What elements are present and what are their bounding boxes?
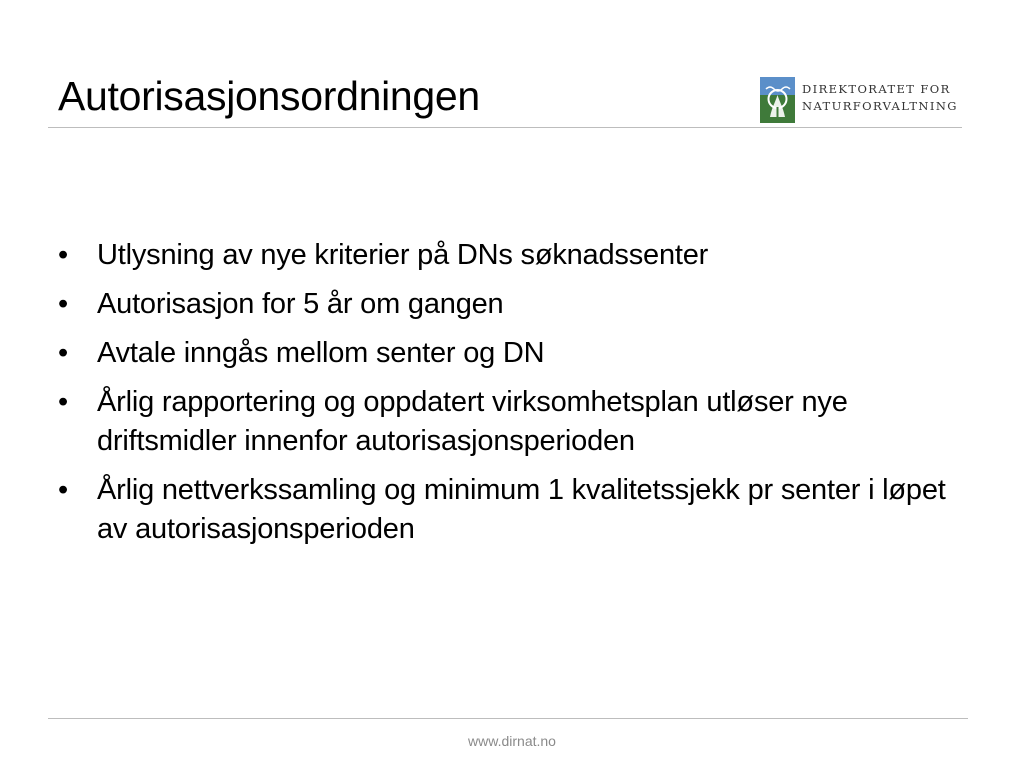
title-divider [48, 127, 962, 128]
bullet-marker: • [58, 386, 68, 418]
bullet-text: Utlysning av nye kriterier på DNs søknadssenter [97, 239, 709, 271]
bullet-item [58, 471, 958, 549]
bullet-item [58, 236, 958, 275]
footer-url: www.dirnat.no [468, 733, 556, 749]
bullet-item [58, 383, 958, 461]
slide-title: Autorisasjonsordningen [58, 73, 480, 119]
footer-divider [48, 718, 968, 719]
bullet-text: Avtale inngås mellom senter og DN [97, 337, 545, 369]
bullet-text: Autorisasjon for 5 år om gangen [97, 288, 504, 320]
dn-logo-text [802, 81, 958, 115]
bullet-marker: • [58, 288, 68, 320]
dn-logo-line1: DIREKTORATET FOR [802, 82, 951, 96]
dn-logo-line2: NATURFORVALTNING [802, 99, 958, 113]
bullet-text: Årlig nettverkssamling og minimum 1 kvalitetssjekk pr senter i løpet av autorisasjonsperioden [97, 474, 946, 545]
bullet-marker: • [58, 239, 68, 271]
bullet-item [58, 285, 958, 324]
bullet-marker: • [58, 474, 68, 506]
bullet-text: Årlig rapportering og oppdatert virksomhetsplan utløser nye driftsmidler innenfor autorisasjonsperioden [97, 386, 848, 457]
bullet-item [58, 334, 958, 373]
dn-logo-mark-icon [760, 77, 795, 123]
bullet-list [58, 236, 958, 559]
bullet-marker: • [58, 337, 68, 369]
dn-logo [760, 77, 964, 123]
